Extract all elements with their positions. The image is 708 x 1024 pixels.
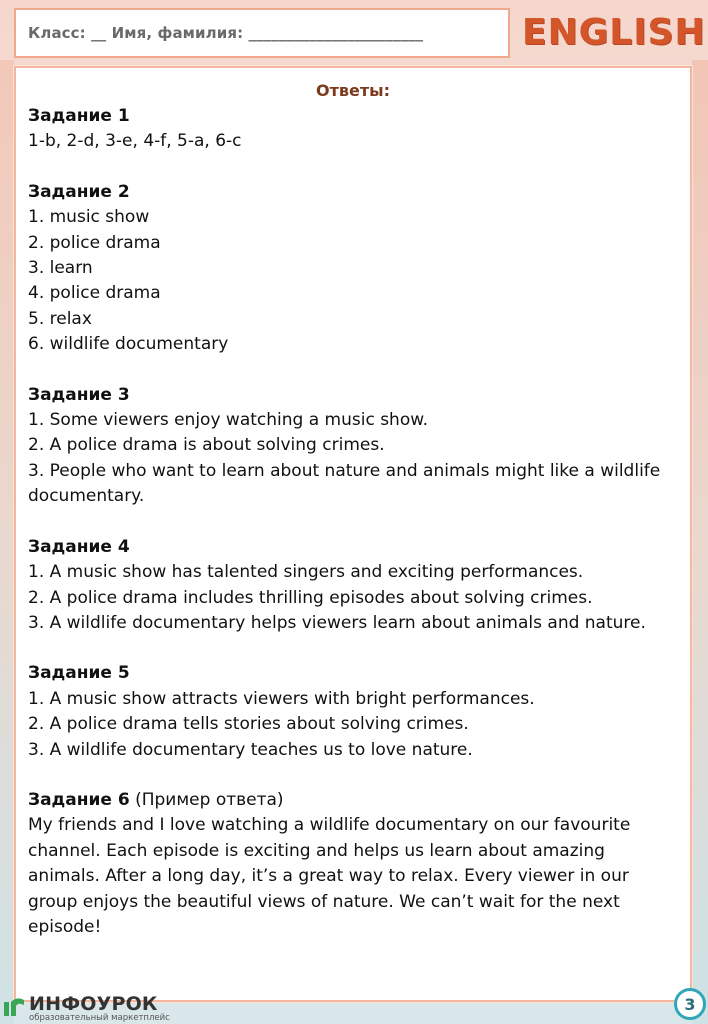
answer-line: 1. A music show attracts viewers with bright performances. — [28, 688, 535, 709]
task-5-section — [28, 661, 678, 763]
answer-line: 3. People who want to learn about nature and animals might like a wildlife documentary. — [28, 460, 661, 507]
answer-line: 3. learn — [28, 258, 93, 279]
task-4-section — [28, 535, 678, 637]
task-heading: Задание 2 — [28, 181, 130, 202]
brand-tagline: образовательный маркетплейс — [29, 1013, 170, 1023]
answer-line: 3. A wildlife documentary helps viewers learn about animals and nature. — [28, 612, 646, 633]
answer-line: 1-b, 2-d, 3-e, 4-f, 5-a, 6-c — [28, 131, 242, 152]
answers-content — [28, 78, 678, 965]
answers-title: Ответы: — [316, 81, 390, 100]
task-1-section — [28, 104, 678, 155]
task-heading: Задание 6 — [28, 789, 130, 810]
answer-line: 1. A music show has talented singers and exciting performances. — [28, 562, 584, 583]
infourok-mark-icon — [2, 994, 26, 1018]
answers-panel — [14, 66, 692, 1002]
task-note: (Пример ответа) — [135, 789, 284, 810]
answer-line: 5. relax — [28, 308, 92, 329]
answer-line: 3. A wildlife documentary teaches us to love nature. — [28, 739, 473, 760]
answer-line: 4. police drama — [28, 283, 161, 304]
answer-line: 1. Some viewers enjoy watching a music show. — [28, 410, 428, 431]
answer-line: 1. music show — [28, 207, 150, 228]
english-logo: ENGLISH — [522, 11, 706, 53]
answer-line: 2. A police drama tells stories about solving crimes. — [28, 714, 469, 735]
sample-answer-paragraph: My friends and I love watching a wildlife documentary on our favourite channel. Each episode is exciting and helps us learn about amazing animals. After a long day, it’s a great way to relax. Every viewer in our group enjoys the beautiful views of nature. We can’t wait for the next episode! — [28, 815, 631, 937]
answer-line: 2. A police drama includes thrilling episodes about solving crimes. — [28, 587, 593, 608]
infourok-logo — [2, 994, 182, 1024]
answer-line: 2. police drama — [28, 232, 161, 253]
task-heading: Задание 4 — [28, 536, 130, 557]
task-2-section — [28, 180, 678, 358]
left-decor-stripe — [0, 60, 14, 1024]
task-6-section — [28, 788, 678, 940]
task-heading: Задание 3 — [28, 384, 130, 405]
task-3-section — [28, 383, 678, 510]
footer-brand — [29, 994, 170, 1023]
answer-line: 2. A police drama is about solving crimes. — [28, 435, 385, 456]
student-info-line: Класс: __ Имя, фамилия: _______________________ — [28, 24, 424, 42]
right-decor-stripe — [692, 60, 708, 1024]
student-info-box — [14, 8, 510, 58]
task-6-heading-row — [28, 788, 678, 813]
page-number-badge: 3 — [674, 988, 706, 1020]
answer-line: 6. wildlife documentary — [28, 334, 229, 355]
task-heading: Задание 5 — [28, 663, 130, 684]
brand-name: ИНФОУРОК — [29, 993, 158, 1015]
task-heading: Задание 1 — [28, 106, 130, 126]
